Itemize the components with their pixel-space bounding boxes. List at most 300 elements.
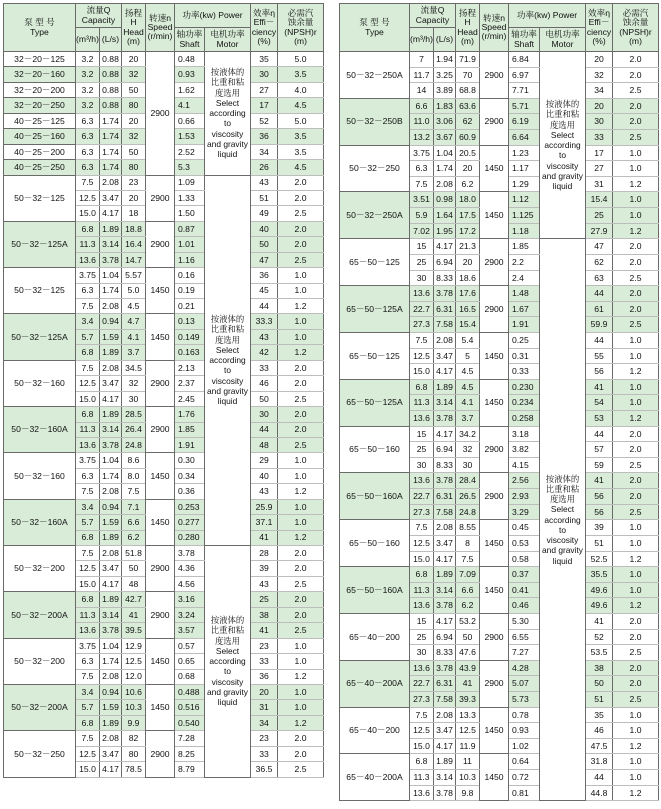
capacity-m3h-cell: 7.5 (76, 484, 100, 499)
shaft-power-cell: 0.57 (175, 638, 205, 653)
capacity-ls-cell: 0.94 (100, 314, 122, 329)
capacity-m3h-cell: 3.2 (76, 67, 100, 82)
speed-cell: 2900 (146, 546, 175, 592)
pump-type-cell: 50－32－160A (4, 407, 76, 453)
capacity-m3h-cell: 6.8 (76, 530, 100, 545)
efficiency-cell: 34 (586, 83, 613, 99)
capacity-m3h-cell: 25 (410, 442, 434, 458)
table-row (340, 145, 659, 161)
npsh-cell: 1.2 (278, 299, 324, 314)
head-cell: 17.6 (456, 286, 480, 302)
head-cell: 18.8 (122, 221, 146, 236)
table-row (4, 268, 324, 283)
efficiency-cell: 44.8 (586, 785, 613, 801)
capacity-ls-cell: 1.89 (434, 567, 456, 583)
capacity-m3h-cell: 12.5 (410, 348, 434, 364)
table-row (4, 546, 324, 561)
note-line: viscosity (546, 535, 579, 546)
head-cell: 4.5 (122, 299, 146, 314)
header-efficiency: 效率η Effi－ ciency (%) (586, 4, 613, 52)
pump-type-cell: 50－32－250A (340, 52, 410, 99)
capacity-ls-cell: 1.74 (100, 113, 122, 128)
efficiency-cell: 59.9 (586, 317, 613, 333)
header-efficiency: 效率η Effi－ ciency (%) (251, 4, 278, 52)
shaft-power-cell: 0.87 (175, 221, 205, 236)
npsh-cell: 1.2 (613, 598, 659, 614)
capacity-ls-cell: 4.17 (100, 206, 122, 221)
shaft-power-cell: 4.36 (175, 561, 205, 576)
capacity-ls-cell: 6.31 (434, 489, 456, 505)
pump-type-cell: 40－25－250 (4, 160, 76, 175)
shaft-power-cell: 0.25 (509, 332, 540, 348)
pump-type-cell: 32－20－250 (4, 98, 76, 113)
speed-cell: 2900 (146, 360, 175, 406)
note-line: 比重和粘 (210, 625, 245, 636)
npsh-cell: 1.0 (278, 283, 324, 298)
npsh-cell: 2.0 (613, 489, 659, 505)
efficiency-cell: 36 (251, 669, 278, 684)
capacity-m3h-cell: 6.8 (76, 592, 100, 607)
capacity-m3h-cell: 3.75 (76, 453, 100, 468)
capacity-ls-cell: 3.78 (434, 286, 456, 302)
efficiency-cell: 27 (251, 82, 278, 97)
shaft-power-cell: 0.540 (175, 715, 205, 730)
capacity-m3h-cell: 11.3 (410, 582, 434, 598)
header-motor: 电机功率 Motor (540, 28, 586, 52)
capacity-m3h-cell: 6.8 (410, 567, 434, 583)
capacity-m3h-cell: 7.02 (410, 223, 434, 239)
efficiency-cell: 33 (586, 130, 613, 146)
npsh-cell: 1.2 (613, 411, 659, 427)
capacity-m3h-cell: 6.8 (410, 379, 434, 395)
npsh-cell: 1.0 (613, 754, 659, 770)
capacity-ls-cell: 3.47 (100, 376, 122, 391)
efficiency-cell: 57 (586, 442, 613, 458)
capacity-m3h-cell: 7.5 (410, 176, 434, 192)
head-cell: 9.9 (122, 715, 146, 730)
capacity-m3h-cell: 3.4 (76, 314, 100, 329)
head-cell: 26.4 (122, 422, 146, 437)
capacity-ls-cell: 1.74 (100, 654, 122, 669)
shaft-power-cell: 1.02 (509, 738, 540, 754)
capacity-m3h-cell: 13.2 (410, 130, 434, 146)
shaft-power-cell: 0.234 (509, 395, 540, 411)
head-cell: 7.5 (456, 551, 480, 567)
pump-type-cell: 50－32－250 (340, 145, 410, 192)
note-line: according to (544, 514, 581, 535)
capacity-m3h-cell: 6.3 (76, 144, 100, 159)
capacity-m3h-cell: 6.8 (76, 407, 100, 422)
head-cell: 34.2 (456, 426, 480, 442)
shaft-power-cell: 0.93 (509, 723, 540, 739)
head-cell: 5.0 (122, 283, 146, 298)
npsh-cell: 1.0 (278, 329, 324, 344)
table-row (340, 473, 659, 489)
head-cell: 4.5 (456, 379, 480, 395)
efficiency-cell: 43 (251, 175, 278, 190)
shaft-power-cell: 0.37 (509, 567, 540, 583)
motor-selection-note (205, 52, 251, 176)
efficiency-cell: 52 (586, 629, 613, 645)
shaft-power-cell: 1.18 (509, 223, 540, 239)
speed-cell: 1450 (146, 314, 175, 360)
capacity-m3h-cell: 27.3 (410, 691, 434, 707)
capacity-ls-cell: 3.14 (100, 237, 122, 252)
capacity-ls-cell: 3.78 (434, 473, 456, 489)
capacity-m3h-cell: 11.3 (410, 395, 434, 411)
efficiency-cell: 49 (251, 206, 278, 221)
shaft-power-cell: 0.34 (175, 468, 205, 483)
efficiency-cell: 31 (586, 176, 613, 192)
npsh-cell: 2.5 (613, 270, 659, 286)
capacity-ls-cell: 3.78 (100, 623, 122, 638)
efficiency-cell: 38 (251, 607, 278, 622)
capacity-m3h-cell: 6.3 (76, 113, 100, 128)
shaft-power-cell: 3.82 (509, 442, 540, 458)
capacity-m3h-cell: 5.7 (76, 700, 100, 715)
capacity-ls-cell: 0.88 (100, 98, 122, 113)
capacity-m3h-cell: 3.51 (410, 192, 434, 208)
capacity-m3h-cell: 15.0 (76, 762, 100, 777)
table-row (340, 613, 659, 629)
capacity-ls-cell: 0.88 (100, 67, 122, 82)
table-row (4, 407, 324, 422)
npsh-cell: 1.2 (613, 738, 659, 754)
head-cell: 50 (122, 144, 146, 159)
efficiency-cell: 15.4 (586, 192, 613, 208)
capacity-ls-cell: 4.17 (100, 391, 122, 406)
head-cell: 23 (122, 175, 146, 190)
note-line: 按液体的 (545, 99, 580, 110)
shaft-power-cell: 5.30 (509, 613, 540, 629)
capacity-m3h-cell: 15 (410, 239, 434, 255)
note-line: 度选用 (549, 119, 576, 130)
pump-type-cell: 50－32－250 (4, 731, 76, 777)
capacity-ls-cell: 2.08 (100, 731, 122, 746)
shaft-power-cell: 0.65 (175, 654, 205, 669)
npsh-cell: 1.0 (613, 192, 659, 208)
shaft-power-cell: 2.93 (509, 489, 540, 505)
efficiency-cell: 34 (251, 715, 278, 730)
npsh-cell: 2.0 (613, 98, 659, 114)
shaft-power-cell: 0.13 (175, 314, 205, 329)
efficiency-cell: 30 (251, 407, 278, 422)
note-line: viscosity (546, 160, 579, 171)
npsh-cell: 1.2 (613, 176, 659, 192)
capacity-m3h-cell: 6.3 (76, 283, 100, 298)
pump-type-cell: 65－40－200 (340, 707, 410, 754)
pump-type-cell: 40－25－200 (4, 144, 76, 159)
capacity-m3h-cell: 13.6 (410, 286, 434, 302)
shaft-power-cell: 4.28 (509, 660, 540, 676)
efficiency-cell: 40 (251, 221, 278, 236)
efficiency-cell: 53.5 (586, 645, 613, 661)
note-line: and gravity (542, 170, 583, 181)
shaft-power-cell: 3.18 (509, 426, 540, 442)
head-cell: 50 (122, 82, 146, 97)
table-row (4, 314, 324, 329)
shaft-power-cell: 0.230 (509, 379, 540, 395)
npsh-cell: 2.0 (278, 607, 324, 622)
head-cell: 15.4 (456, 317, 480, 333)
note-line: and gravity (207, 138, 248, 149)
efficiency-cell: 33 (251, 746, 278, 761)
capacity-m3h-cell: 13.6 (76, 252, 100, 267)
table-row (340, 332, 659, 348)
npsh-cell: 2.0 (613, 629, 659, 645)
efficiency-cell: 23 (251, 731, 278, 746)
capacity-ls-cell: 3.47 (434, 535, 456, 551)
efficiency-cell: 41 (251, 623, 278, 638)
pump-type-cell: 65－50－160 (340, 426, 410, 473)
head-cell: 14.7 (122, 252, 146, 267)
npsh-cell: 2.5 (613, 457, 659, 473)
table-row (4, 684, 324, 699)
table-row (340, 239, 659, 255)
capacity-m3h-cell: 15.0 (410, 364, 434, 380)
npsh-cell: 1.2 (278, 345, 324, 360)
motor-selection-note (540, 239, 586, 801)
header-shaft: 轴功率 Shaft (509, 28, 540, 52)
head-cell: 6.2 (122, 530, 146, 545)
npsh-cell: 2.0 (613, 301, 659, 317)
efficiency-cell: 48 (251, 437, 278, 452)
shaft-power-cell: 1.17 (509, 161, 540, 177)
note-line: 度选用 (549, 494, 576, 505)
table-row (4, 360, 324, 375)
efficiency-cell: 31.8 (586, 754, 613, 770)
efficiency-cell: 30 (586, 114, 613, 130)
efficiency-cell: 41 (586, 613, 613, 629)
pump-type-cell: 65－50－125 (340, 332, 410, 379)
capacity-ls-cell: 8.33 (434, 645, 456, 661)
capacity-ls-cell: 6.94 (434, 629, 456, 645)
speed-cell: 2900 (146, 52, 175, 176)
head-cell: 71.9 (456, 52, 480, 68)
efficiency-cell: 20 (251, 684, 278, 699)
npsh-cell: 5.0 (278, 113, 324, 128)
efficiency-cell: 25.9 (251, 499, 278, 514)
npsh-cell: 2.0 (278, 561, 324, 576)
speed-cell: 1450 (146, 684, 175, 730)
capacity-m3h-cell: 7.5 (76, 360, 100, 375)
efficiency-cell: 47 (251, 252, 278, 267)
note-line: 度选用 (214, 334, 241, 345)
capacity-ls-cell: 3.47 (434, 348, 456, 364)
efficiency-cell: 44 (586, 770, 613, 786)
efficiency-cell: 33 (251, 360, 278, 375)
efficiency-cell: 63 (586, 270, 613, 286)
capacity-ls-cell: 2.08 (434, 707, 456, 723)
speed-cell: 2900 (480, 239, 509, 286)
capacity-m3h-cell: 11.3 (410, 770, 434, 786)
capacity-ls-cell: 4.17 (434, 426, 456, 442)
head-cell: 47.6 (456, 645, 480, 661)
head-cell: 68.8 (456, 83, 480, 99)
table-row (340, 754, 659, 770)
speed-cell: 2900 (480, 660, 509, 707)
npsh-cell: 1.2 (278, 530, 324, 545)
header-type: 泵 型 号 Type (4, 4, 76, 52)
capacity-m3h-cell: 6.8 (76, 345, 100, 360)
efficiency-cell: 56 (586, 364, 613, 380)
table-row (4, 221, 324, 236)
head-cell: 3.7 (122, 345, 146, 360)
pump-type-cell: 65－40－200 (340, 613, 410, 660)
efficiency-cell: 35.5 (586, 567, 613, 583)
npsh-cell: 1.0 (278, 268, 324, 283)
capacity-ls-cell: 1.04 (100, 638, 122, 653)
head-cell: 32 (122, 67, 146, 82)
capacity-ls-cell: 3.67 (434, 130, 456, 146)
head-cell: 17.5 (456, 208, 480, 224)
capacity-m3h-cell: 15.0 (410, 738, 434, 754)
npsh-cell: 2.5 (613, 691, 659, 707)
efficiency-cell: 51 (586, 691, 613, 707)
npsh-cell: 1.0 (613, 770, 659, 786)
npsh-cell: 2.5 (278, 576, 324, 591)
capacity-ls-cell: 2.08 (434, 332, 456, 348)
capacity-m3h-cell: 30 (410, 457, 434, 473)
pump-type-cell: 40－25－125 (4, 113, 76, 128)
speed-cell: 2900 (146, 592, 175, 638)
capacity-ls-cell: 3.78 (434, 598, 456, 614)
note-line: Select (550, 129, 575, 140)
npsh-cell: 1.0 (613, 395, 659, 411)
head-cell: 3.7 (456, 411, 480, 427)
capacity-ls-cell: 1.74 (100, 468, 122, 483)
capacity-ls-cell: 1.89 (434, 754, 456, 770)
shaft-power-cell: 0.19 (175, 283, 205, 298)
capacity-m3h-cell: 7.5 (76, 299, 100, 314)
header-speed: 转速n Speed (r/min) (480, 4, 509, 52)
capacity-ls-cell: 3.78 (100, 252, 122, 267)
note-line: Select (215, 344, 240, 355)
capacity-ls-cell: 0.94 (100, 684, 122, 699)
efficiency-cell: 50 (251, 391, 278, 406)
npsh-cell: 2.0 (278, 175, 324, 190)
capacity-m3h-cell: 22.7 (410, 489, 434, 505)
shaft-power-cell: 2.13 (175, 360, 205, 375)
pump-type-cell: 40－25－160 (4, 129, 76, 144)
capacity-ls-cell: 1.64 (434, 208, 456, 224)
capacity-m3h-cell: 12.5 (76, 746, 100, 761)
efficiency-cell: 62 (586, 254, 613, 270)
speed-cell: 2900 (480, 98, 509, 145)
shaft-power-cell: 2.4 (509, 270, 540, 286)
table-header (340, 4, 659, 52)
header-capacity: 流量Q Capacity (76, 4, 122, 28)
head-cell: 39.3 (456, 691, 480, 707)
capacity-ls-cell: 1.74 (100, 283, 122, 298)
capacity-ls-cell: 0.88 (100, 82, 122, 97)
head-cell: 20.5 (456, 145, 480, 161)
shaft-power-cell: 2.2 (509, 254, 540, 270)
head-cell: 21.3 (456, 239, 480, 255)
table-body-right (340, 52, 659, 801)
note-line: liquid (217, 396, 238, 407)
table-row (340, 192, 659, 208)
capacity-m3h-cell: 13.6 (410, 660, 434, 676)
capacity-m3h-cell: 5.9 (410, 208, 434, 224)
note-line: 按液体的 (210, 314, 245, 325)
head-cell: 16.4 (122, 237, 146, 252)
head-cell: 28.4 (456, 473, 480, 489)
npsh-cell: 2.0 (278, 546, 324, 561)
npsh-cell: 2.5 (278, 437, 324, 452)
capacity-ls-cell: 1.04 (434, 145, 456, 161)
head-cell: 6.2 (456, 598, 480, 614)
capacity-ls-cell: 1.04 (100, 268, 122, 283)
shaft-power-cell: 2.37 (175, 376, 205, 391)
efficiency-cell: 44 (251, 422, 278, 437)
capacity-m3h-cell: 13.6 (410, 598, 434, 614)
capacity-ls-cell: 1.74 (100, 160, 122, 175)
capacity-m3h-cell: 7.5 (76, 175, 100, 190)
npsh-cell: 2.0 (278, 407, 324, 422)
capacity-m3h-cell: 6.6 (410, 98, 434, 114)
head-cell: 70 (456, 67, 480, 83)
efficiency-cell: 55 (586, 348, 613, 364)
efficiency-cell: 31 (251, 700, 278, 715)
capacity-ls-cell: 4.17 (434, 364, 456, 380)
capacity-m3h-cell: 6.8 (76, 715, 100, 730)
npsh-cell: 2.5 (613, 504, 659, 520)
efficiency-cell: 44 (586, 286, 613, 302)
npsh-cell: 1.0 (613, 723, 659, 739)
capacity-ls-cell: 2.08 (100, 175, 122, 190)
head-cell: 18.6 (456, 270, 480, 286)
efficiency-cell: 40 (251, 468, 278, 483)
note-line: according to (209, 656, 246, 677)
shaft-power-cell: 1.85 (509, 239, 540, 255)
head-cell: 8 (456, 535, 480, 551)
shaft-power-cell: 1.29 (509, 176, 540, 192)
shaft-power-cell: 1.91 (175, 437, 205, 452)
efficiency-cell: 52.5 (586, 551, 613, 567)
capacity-ls-cell: 1.74 (434, 161, 456, 177)
speed-cell: 2900 (480, 52, 509, 99)
note-line: 度选用 (214, 87, 241, 98)
head-cell: 80 (122, 746, 146, 761)
efficiency-cell: 56 (586, 489, 613, 505)
npsh-cell: 4.5 (278, 98, 324, 113)
efficiency-cell: 59 (586, 457, 613, 473)
efficiency-cell: 27.9 (586, 223, 613, 239)
capacity-ls-cell: 4.17 (434, 738, 456, 754)
capacity-m3h-cell: 7.5 (410, 520, 434, 536)
efficiency-cell: 37.1 (251, 515, 278, 530)
npsh-cell: 4.5 (278, 160, 324, 175)
shaft-power-cell: 6.84 (509, 52, 540, 68)
shaft-power-cell: 0.45 (509, 520, 540, 536)
shaft-power-cell: 0.36 (175, 484, 205, 499)
header-head: 扬程H Head (m) (456, 4, 480, 52)
capacity-m3h-cell: 22.7 (410, 676, 434, 692)
capacity-m3h-cell: 7.5 (76, 546, 100, 561)
capacity-ls-cell: 6.94 (434, 254, 456, 270)
head-cell: 18.0 (456, 192, 480, 208)
head-cell: 12.5 (122, 654, 146, 669)
shaft-power-cell: 0.280 (175, 530, 205, 545)
efficiency-cell: 33.3 (251, 314, 278, 329)
note-line: according to (209, 108, 246, 129)
shaft-power-cell: 3.29 (509, 504, 540, 520)
capacity-ls-cell: 4.17 (434, 239, 456, 255)
header-unit-m3h: (m³/h) (76, 28, 100, 52)
capacity-ls-cell: 1.59 (100, 329, 122, 344)
capacity-m3h-cell: 7.5 (410, 707, 434, 723)
